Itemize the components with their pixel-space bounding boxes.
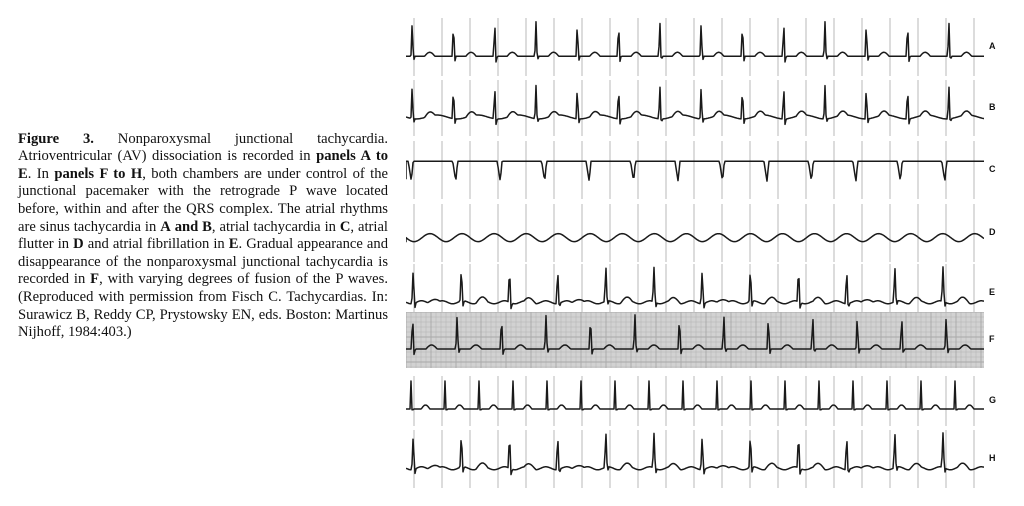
ecg-strip-g xyxy=(406,376,984,426)
ecg-strip-f xyxy=(406,312,984,368)
ecg-strip-c xyxy=(406,141,984,199)
ecg-strip-a xyxy=(406,18,984,76)
strip-label-d: D xyxy=(989,227,996,237)
strip-label-a: A xyxy=(989,41,996,51)
ecg-figure xyxy=(400,14,1012,494)
ecg-strip-h xyxy=(406,430,984,488)
caption-segment: E xyxy=(228,236,239,253)
caption-segment: A xyxy=(160,218,171,235)
caption-segment: panels A to E xyxy=(18,148,389,182)
caption-segment: , with varying degrees of fusion of the P waves. (Reproduced with permission from Fisch C. Tachycardias. In: Surawicz B, Reddy CP, Prystowsky EN, eds. Boston: Martinus Nijhoff, 1984:403.) xyxy=(18,271,388,341)
figure-label: Figure 3. xyxy=(18,130,94,147)
ecg-strip-d xyxy=(406,204,984,262)
caption-segment: , atrial tachycardia in xyxy=(211,218,340,235)
ecg-strip-b xyxy=(406,80,984,136)
caption-segment: , both chambers are under control of the junctional pacemaker with the retrograde P wave located before, within and after the QRS complex. The atrial rhythms are sinus tachycardia in xyxy=(18,165,388,235)
caption-segment: . In xyxy=(27,165,55,182)
strip-label-h: H xyxy=(989,453,996,463)
caption-segment: . Gradual appearance and disappearance of the nonparoxysmal junctional tachycardia is recorded in xyxy=(18,236,388,288)
caption-segment: and atrial fibrillation in xyxy=(83,236,229,253)
caption-segment: F xyxy=(90,271,100,288)
strip-label-g: G xyxy=(989,395,997,405)
caption-segment: panels F to H xyxy=(54,165,143,182)
caption-text xyxy=(18,131,388,341)
figure-caption xyxy=(18,131,388,342)
caption-segment: , atrial flutter in xyxy=(18,218,388,253)
caption-segment: and B xyxy=(174,218,212,235)
strip-label-b: B xyxy=(989,102,996,112)
caption-segment: D xyxy=(73,236,84,253)
strip-label-c: C xyxy=(989,164,996,174)
caption-segment: Nonparoxysmal junctional tachycardia. Atrioventricular (AV) dissociation is recorded in xyxy=(18,130,389,165)
strip-label-e: E xyxy=(989,287,996,297)
strip-label-f: F xyxy=(989,334,995,344)
caption-segment: C xyxy=(339,218,351,235)
